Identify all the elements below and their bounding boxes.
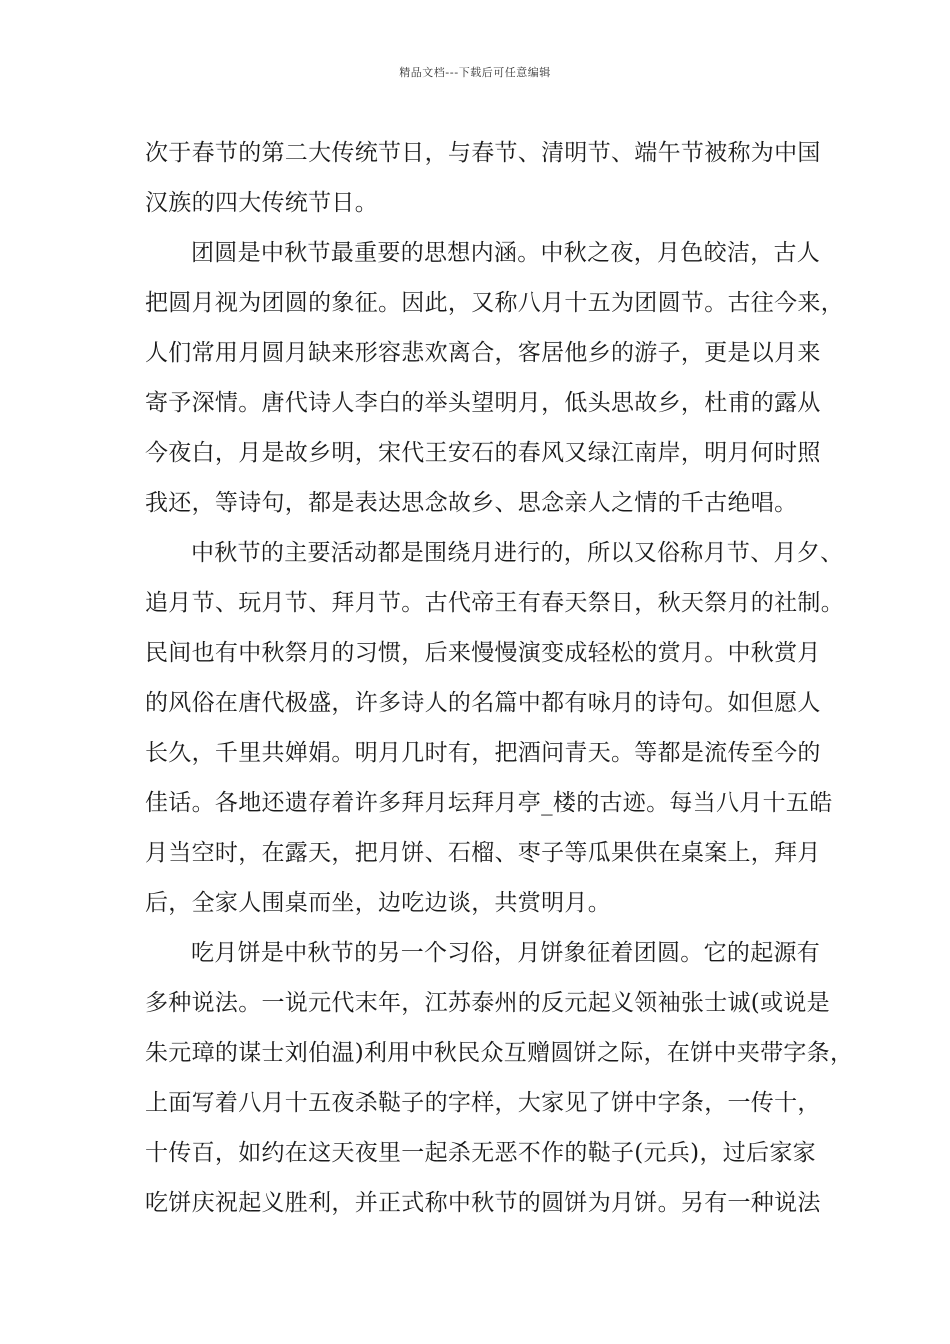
- text-line: 民间也有中秋祭月的习惯，后来慢慢演变成轻松的赏月。中秋赏月: [145, 640, 821, 666]
- page-header: 精品文档---下载后可任意编辑: [399, 66, 551, 79]
- paragraph-start-line: 团圆是中秋节最重要的思想内涵。中秋之夜，月色皎洁，古人: [191, 240, 821, 266]
- text-line: 佳话。各地还遗存着许多拜月坛拜月亭_楼的古迹。每当八月十五皓: [145, 790, 833, 816]
- text-line: 吃饼庆祝起义胜利，并正式称中秋节的圆饼为月饼。另有一种说法: [145, 1190, 821, 1216]
- text-line: 的风俗在唐代极盛，许多诗人的名篇中都有咏月的诗句。如但愿人: [145, 690, 821, 716]
- text-line: 月当空时，在露天，把月饼、石榴、枣子等瓜果供在桌案上，拜月: [145, 840, 821, 866]
- text-line: 次于春节的第二大传统节日，与春节、清明节、端午节被称为中国: [145, 140, 821, 166]
- text-line: 汉族的四大传统节日。: [145, 190, 378, 216]
- text-line: 追月节、玩月节、拜月节。古代帝王有春天祭日，秋天祭月的社制。: [145, 590, 844, 616]
- text-line: 把圆月视为团圆的象征。因此，又称八月十五为团圆节。古往今来，: [145, 290, 844, 316]
- text-line: 人们常用月圆月缺来形容悲欢离合，客居他乡的游子，更是以月来: [145, 340, 821, 366]
- text-line: 朱元璋的谋士刘伯温)利用中秋民众互赠圆饼之际，在饼中夹带字条，: [145, 1040, 854, 1066]
- text-line: 后，全家人围桌而坐，边吃边谈，共赏明月。: [145, 890, 611, 916]
- text-line: 今夜白，月是故乡明，宋代王安石的春风又绿江南岸，明月何时照: [145, 440, 821, 466]
- text-line: 多种说法。一说元代末年，江苏泰州的反元起义领袖张士诚(或说是: [145, 990, 830, 1016]
- document-body: [145, 128, 854, 1228]
- text-line: 我还，等诗句，都是表达思念故乡、思念亲人之情的千古绝唱。: [145, 490, 798, 516]
- text-line: 上面写着八月十五夜杀鞑子的字样，大家见了饼中字条，一传十，: [145, 1090, 821, 1116]
- paragraph-start-line: 中秋节的主要活动都是围绕月进行的，所以又俗称月节、月夕、: [191, 540, 844, 566]
- text-line: 十传百，如约在这天夜里一起杀无恶不作的鞑子(元兵)，过后家家: [145, 1140, 816, 1166]
- paragraph-start-line: 吃月饼是中秋节的另一个习俗，月饼象征着团圆。它的起源有: [191, 940, 821, 966]
- text-line: 长久，千里共婵娟。明月几时有，把酒问青天。等都是流传至今的: [145, 740, 821, 766]
- text-line: 寄予深情。唐代诗人李白的举头望明月，低头思故乡，杜甫的露从: [145, 390, 821, 416]
